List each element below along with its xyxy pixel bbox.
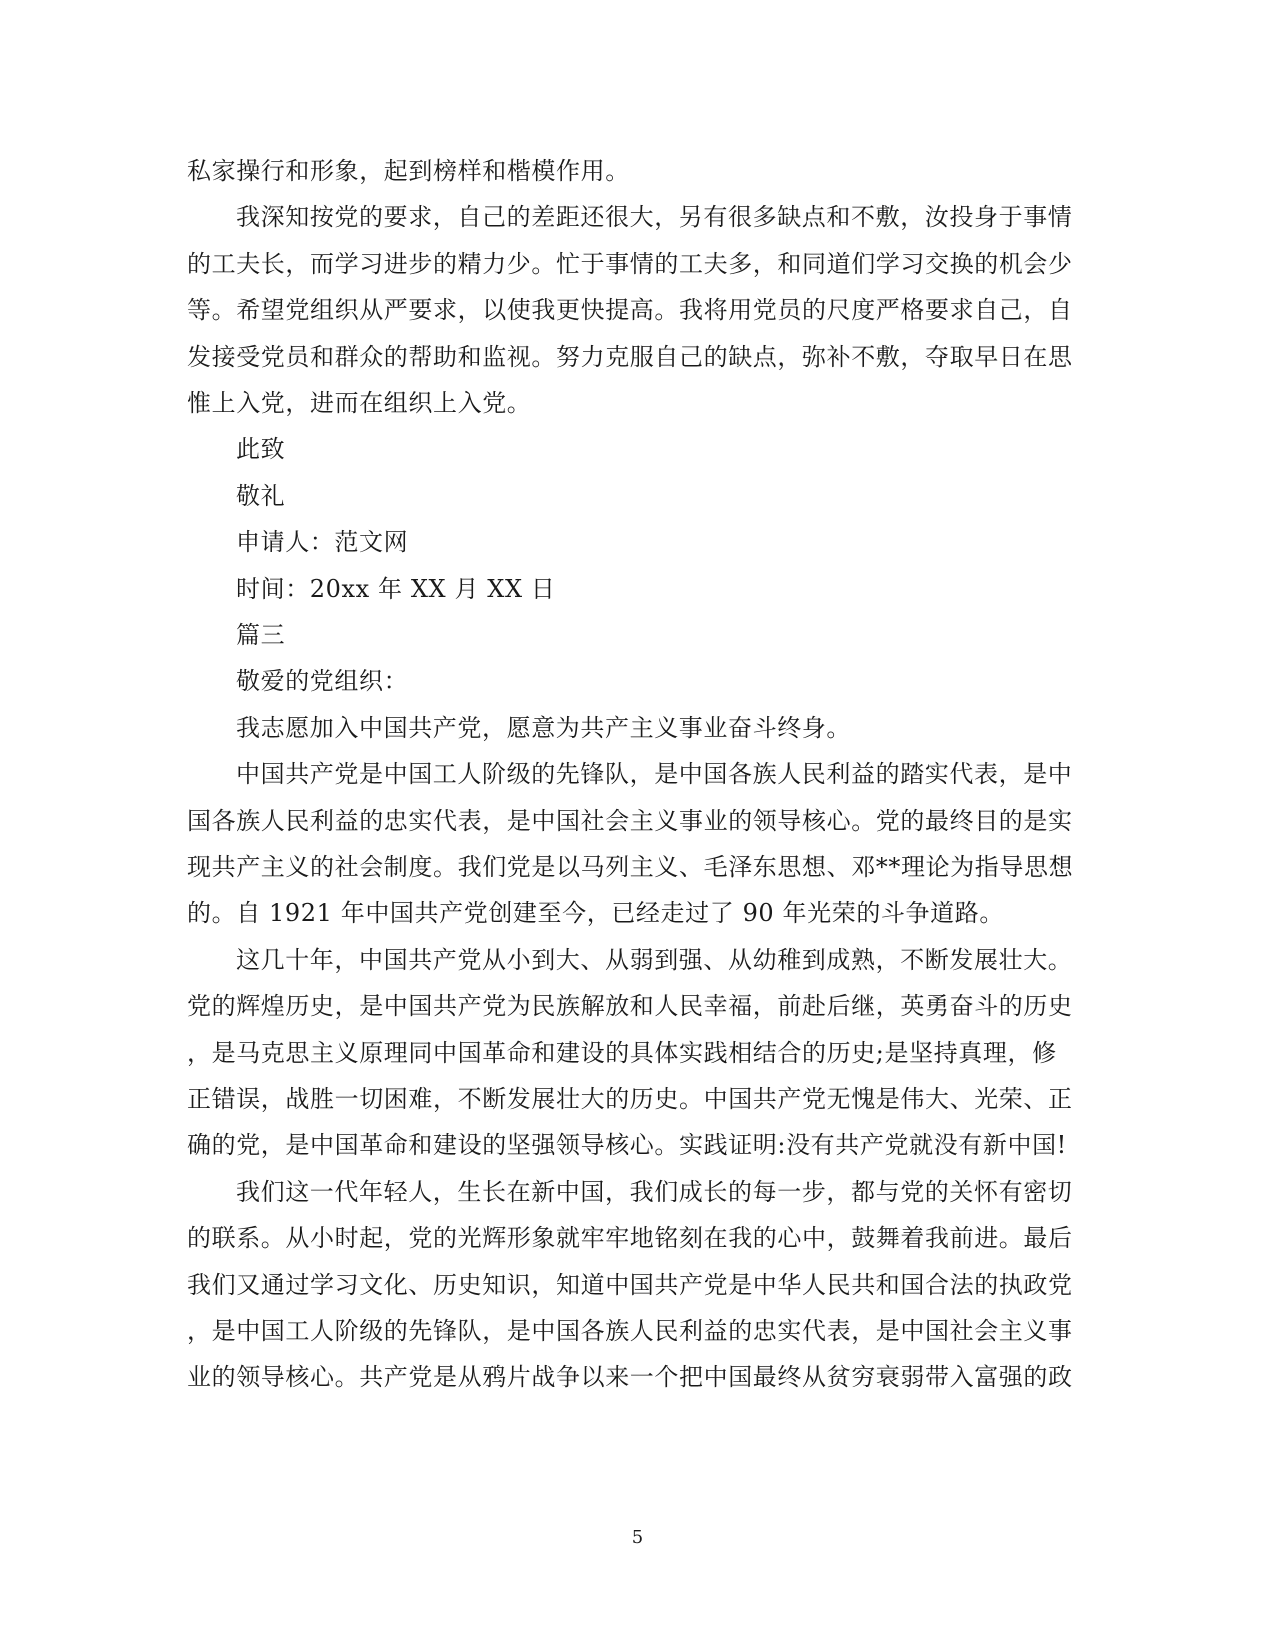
text-line: 等。希望党组织从严要求，以使我更快提高。我将用党员的尺度严格要求自己，自 <box>187 296 1073 325</box>
text-line: 中国共产党是中国工人阶级的先锋队，是中国各族人民利益的踏实代表，是中 <box>236 760 1073 789</box>
text-line: 国各族人民利益的忠实代表，是中国社会主义事业的领导核心。党的最终目的是实 <box>187 806 1073 835</box>
text-line: 发接受党员和群众的帮助和监视。努力克服自己的缺点，弥补不敷，夺取早日在思 <box>187 342 1073 371</box>
text-line: 我们这一代年轻人，生长在新中国，我们成长的每一步，都与党的关怀有密切 <box>236 1177 1073 1206</box>
text-line: ，是中国工人阶级的先锋队，是中国各族人民利益的忠实代表，是中国社会主义事 <box>187 1317 1073 1345</box>
text-line: 我志愿加入中国共产党，愿意为共产主义事业奋斗终身。 <box>236 713 851 742</box>
text-line: 敬礼 <box>236 481 286 510</box>
text-line: 业的领导核心。共产党是从鸦片战争以来一个把中国最终从贫穷衰弱带入富强的政 <box>187 1363 1073 1392</box>
text-line: ，是马克思主义原理同中国革命和建设的具体实践相结合的历史;是坚持真理，修 <box>187 1038 1057 1067</box>
text-line: 我们又通过学习文化、历史知识，知道中国共产党是中华人民共和国合法的执政党 <box>187 1270 1073 1299</box>
text-line: 正错误，战胜一切困难，不断发展壮大的历史。中国共产党无愧是伟大、光荣、正 <box>187 1085 1073 1113</box>
text-line: 的工夫长，而学习进步的精力少。忙于事情的工夫多，和同道们学习交换的机会少 <box>187 249 1073 278</box>
text-line: 这几十年，中国共产党从小到大、从弱到强、从幼稚到成熟，不断发展壮大。 <box>236 945 1073 974</box>
page-number: 5 <box>631 1527 644 1548</box>
text-line: 敬爱的党组织： <box>236 667 409 696</box>
text-line: 私家操行和形象，起到榜样和楷模作用。 <box>187 157 630 185</box>
text-line: 的。自 1921 年中国共产党创建至今，已经走过了 90 年光荣的斗争道路。 <box>187 899 1004 928</box>
text-line: 篇三 <box>236 621 286 649</box>
text-line: 现共产主义的社会制度。我们党是以马列主义、毛泽东思想、邓**理论为指导思想 <box>187 853 1074 881</box>
text-line: 的联系。从小时起，党的光辉形象就牢牢地铭刻在我的心中，鼓舞着我前进。最后 <box>187 1224 1073 1253</box>
text-line: 申请人：范文网 <box>236 528 409 557</box>
text-line: 惟上入党，进而在组织上入党。 <box>187 389 532 417</box>
text-line: 此致 <box>236 435 286 464</box>
text-line: 我深知按党的要求，自己的差距还很大，另有很多缺点和不敷，汝投身于事情 <box>236 203 1073 232</box>
text-line: 时间：20xx 年 XX 月 XX 日 <box>236 574 556 603</box>
text-line: 党的辉煌历史，是中国共产党为民族解放和人民幸福，前赴后继，英勇奋斗的历史 <box>187 992 1073 1021</box>
text-line: 确的党，是中国革命和建设的坚强领导核心。实践证明:没有共产党就没有新中国! <box>187 1131 1067 1160</box>
